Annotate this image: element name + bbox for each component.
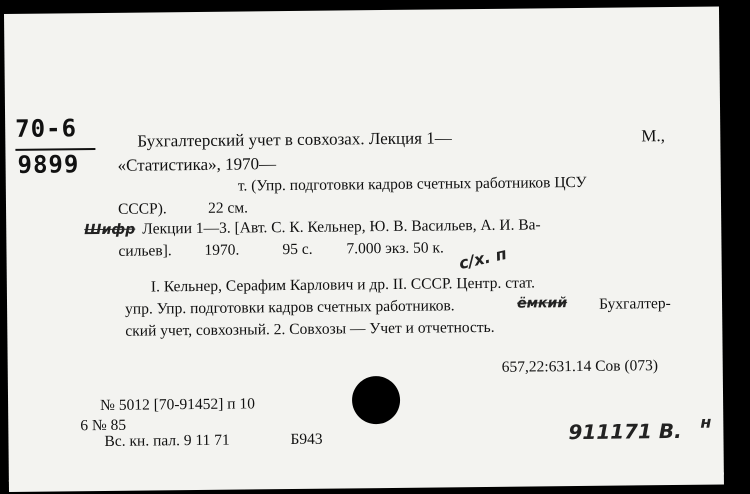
handwritten-bottom-note: 911171 В. [568, 418, 682, 445]
call-number-bottom: 9899 [17, 150, 80, 179]
classification-number: 657,22:631.14 Сов (073) [501, 357, 659, 376]
catalog-card [4, 7, 724, 482]
entry-series-end: СССР). [117, 200, 167, 218]
entry-place: М., [641, 126, 666, 146]
entry-note: Лекции 1—3. [Авт. С. К. Кельнер, Ю. В. Васильев, А. И. Ва- [142, 216, 541, 238]
tracing-line-2-end: Бухгалтер- [598, 295, 671, 313]
entry-series: т. (Упр. подготовки кадров счетных работников ЦСУ [237, 173, 587, 195]
entry-note-copies: 7.000 экз. 50 к. [346, 239, 444, 258]
tracing-line-1: I. Кельнер, Серафим Карлович и др. II. СССР. Центр. стат. [150, 274, 536, 296]
footer-line-2: 6 № 85 [80, 416, 127, 435]
footer-line-3: Вс. кн. пал. 9 11 71 [104, 431, 230, 450]
tracing-line-2: упр. Упр. подготовки кадров счетных работников. [125, 297, 455, 318]
entry-title: Бухгалтерский учет в совхозах. Лекция 1— [137, 128, 452, 151]
handwritten-strike-left: Шифр [84, 221, 136, 239]
entry-note-year: 1970. [204, 241, 240, 259]
footer-line-3-code: Б943 [290, 430, 323, 449]
order-number: № 5012 [70-91452] п 10 [100, 395, 256, 415]
handwritten-insert: с/х. п [457, 243, 509, 274]
entry-note-pages: 95 с. [282, 240, 313, 259]
handwritten-edge-mark: н [700, 412, 712, 432]
entry-note-end: сильев]. [118, 242, 172, 260]
tracing-line-3: ский учет, совхозный. 2. Совхозы — Учет и отчетность. [125, 318, 495, 340]
punch-hole [352, 376, 401, 425]
handwritten-strike: ёмкий [516, 295, 568, 312]
entry-publisher: «Статистика», 1970— [117, 154, 277, 175]
entry-size: 22 см. [207, 199, 249, 217]
call-number-top: 70-6 [15, 114, 78, 143]
